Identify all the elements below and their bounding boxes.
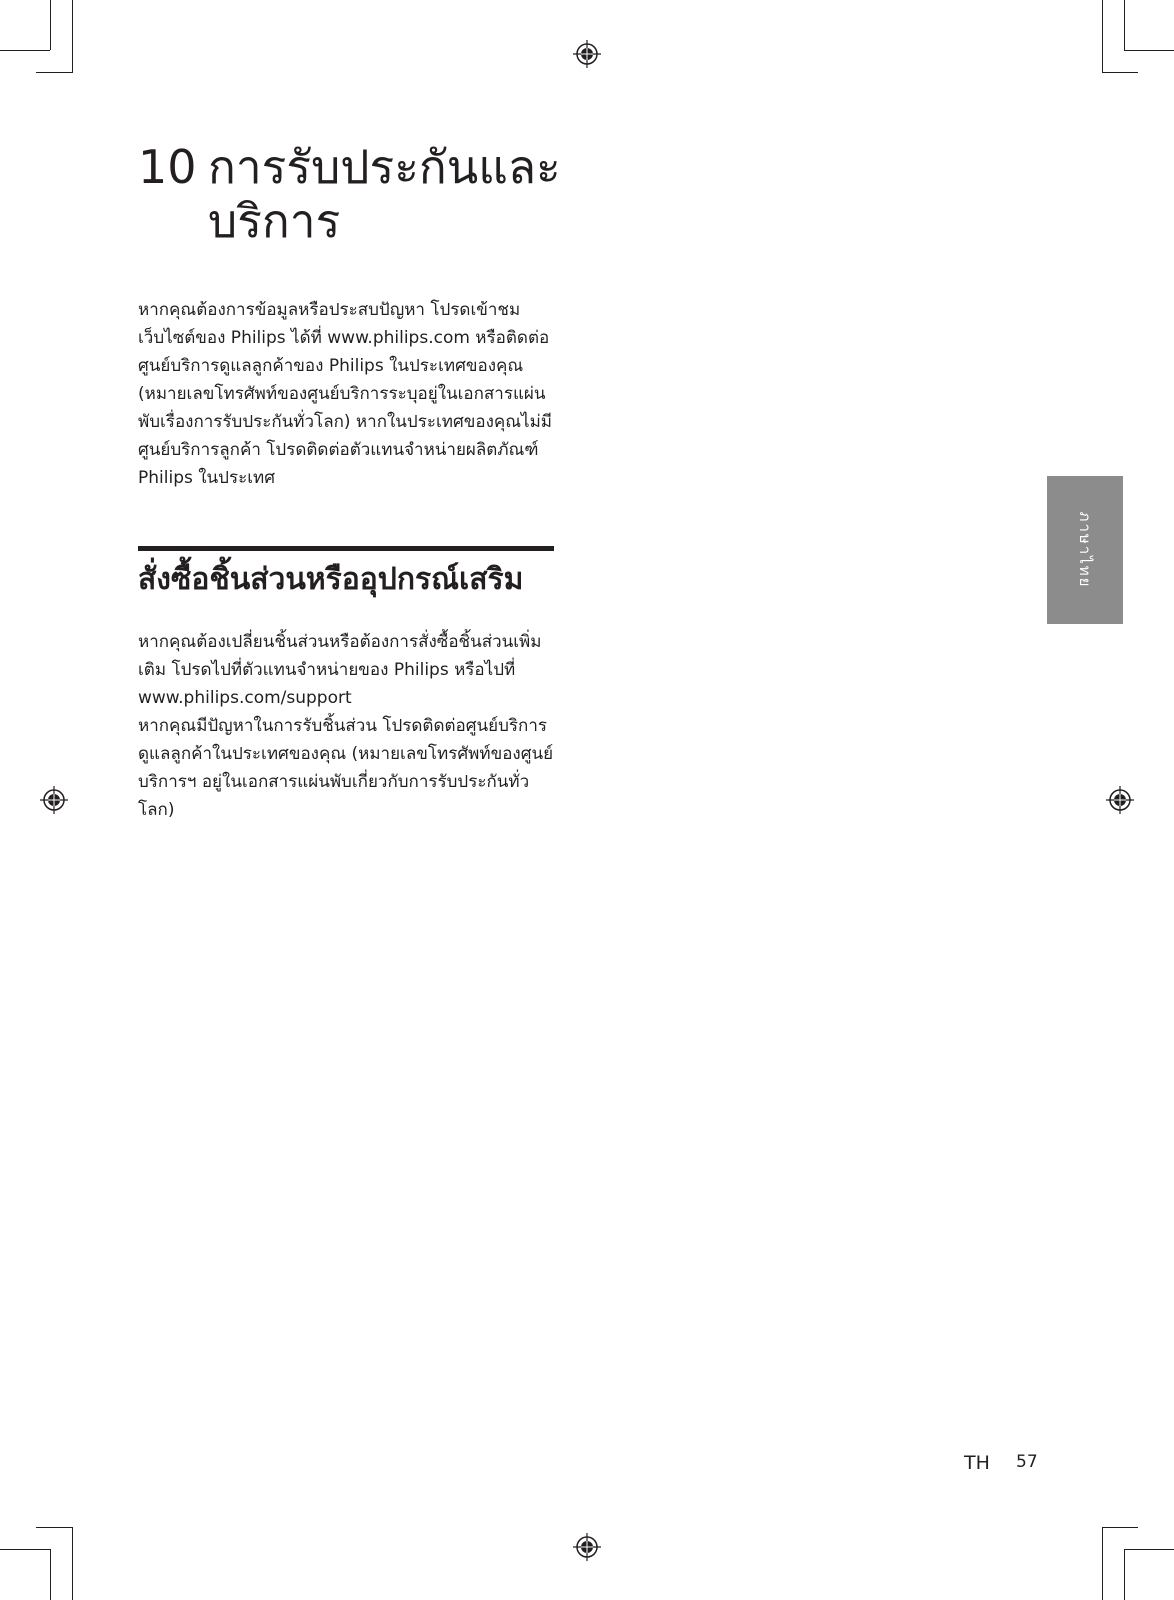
support-link: www.philips.com/support [138,688,352,708]
crop-mark [1102,0,1103,73]
crop-mark [72,0,73,73]
section-heading: สั่งซื้อชิ้นส่วนหรืออุปกรณ์เสริม [138,562,524,597]
section-paragraph: หากคุณต้องเปลี่ยนชิ้นส่วนหรือต้องการสั่งซื้อชิ้นส่วนเพิ่มเติม โปรดไปที่ตัวแทนจำหน่ายของ Philips หรือไปที่ [138,632,542,680]
registration-mark-icon [1105,785,1135,815]
registration-mark-icon [572,39,602,69]
language-tab [1047,476,1123,624]
language-tab-label: ภาษาไทย [1076,511,1094,589]
section-divider [138,546,554,551]
crop-mark [1102,1527,1138,1528]
crop-mark [36,1527,72,1528]
crop-mark [1102,72,1138,73]
crop-mark [1102,1527,1103,1600]
chapter-title: การรับประกันและบริการ [208,140,561,248]
footer-language: TH [964,1452,990,1474]
crop-mark [72,1527,73,1600]
crop-mark [1124,1549,1125,1600]
registration-mark-icon [39,785,69,815]
crop-mark [50,0,51,50]
intro-paragraph: หากคุณต้องการข้อมูลหรือประสบปัญหา โปรดเข้าชมเว็บไซต์ของ Philips ได้ที่ www.philips.com หรือติดต่อศูนย์บริการดูแลลูกค้าของ Philips ในประเทศของคุณ (หมายเลขโทรศัพท์ของศูนย์บริการระบุอยู่ในเอกสารแผ่นพับเรื่องการรับประกันทั่วโลก) หากในประเทศของคุณไม่มีศูนย์บริการลูกค้า โปรดติดต่อตัวแทนจำหน่ายผลิตภัณฑ์ Philips ในประเทศ [138,300,553,488]
page-number: 57 [1016,1452,1038,1472]
registration-mark-icon [572,1532,602,1562]
crop-mark [50,1549,51,1600]
crop-mark [36,72,72,73]
section-body [138,628,558,824]
crop-mark [1124,50,1174,51]
crop-mark [1124,0,1125,50]
crop-mark [0,50,50,51]
chapter-number: 10 [138,140,197,194]
section-paragraph: หากคุณมีปัญหาในการรับชิ้นส่วน โปรดติดต่อศูนย์บริการดูแลลูกค้าในประเทศของคุณ (หมายเลขโทรศัพท์ของศูนย์บริการฯ อยู่ในเอกสารแผ่นพับเกี่ยวกับการรับประกันทั่วโลก) [138,716,554,820]
crop-mark [0,1549,50,1550]
crop-mark [1124,1549,1174,1550]
